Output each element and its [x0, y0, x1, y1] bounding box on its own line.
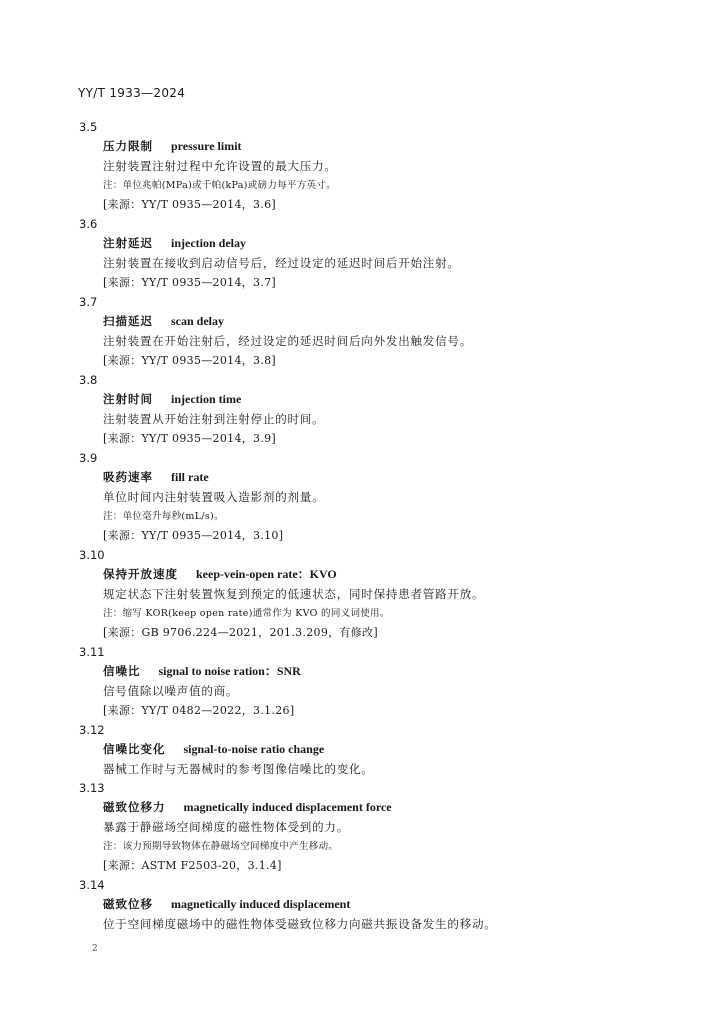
term-zh: 注射延迟	[103, 236, 153, 250]
term-entries	[0, 118, 724, 934]
term-entry	[0, 215, 724, 293]
definition: 注射装置从开始注射到注射停止的时间。	[103, 412, 325, 426]
term-line	[0, 233, 724, 253]
definition: 注射装置在接收到启动信号后，经过设定的延迟时间后开始注射。	[103, 256, 460, 270]
term-en: keep-vein-open rate：KVO	[196, 567, 337, 581]
term-entry	[0, 293, 724, 371]
term-en: pressure limit	[171, 139, 242, 153]
source-reference: [来源：YY/T 0935—2014，3.7]	[103, 276, 277, 289]
term-line	[0, 894, 724, 914]
term-en: signal to noise ration：SNR	[158, 664, 301, 678]
source-reference: [来源：GB 9706.224—2021，201.3.209，有修改]	[103, 626, 378, 639]
term-en: scan delay	[171, 314, 225, 328]
term-zh: 信噪比	[103, 664, 141, 678]
term-entry	[0, 779, 724, 876]
term-line	[0, 797, 724, 817]
clause-number: 3.14	[79, 878, 105, 892]
term-zh: 注射时间	[103, 392, 153, 406]
term-entry	[0, 118, 724, 215]
clause-number: 3.12	[79, 723, 105, 737]
term-line	[0, 739, 724, 759]
note: 注：该力预期导致物体在静磁场空间梯度中产生移动。	[103, 841, 339, 852]
clause-number: 3.8	[79, 373, 98, 387]
source-reference: [来源：YY/T 0935—2014，3.9]	[103, 432, 277, 445]
term-entry	[0, 721, 724, 779]
note: 注：缩写 KOR(keep open rate)通常作为 KVO 的同义词使用。	[103, 608, 390, 619]
clause-number: 3.10	[79, 548, 105, 562]
clause-number: 3.7	[79, 295, 98, 309]
clause-number: 3.11	[79, 645, 105, 659]
standard-code-header: YY/T 1933—2024	[78, 86, 186, 100]
clause-number: 3.13	[79, 781, 105, 795]
source-reference: [来源：YY/T 0935—2014，3.10]	[103, 529, 284, 542]
note: 注：单位兆帕(MPa)或千帕(kPa)或磅力每平方英寸。	[103, 180, 336, 191]
term-zh: 吸药速率	[103, 470, 153, 484]
definition: 位于空间梯度磁场中的磁性物体受磁致位移力向磁共振设备发生的移动。	[103, 917, 497, 931]
source-reference: [来源：ASTM F2503-20，3.1.4]	[103, 859, 282, 872]
definition: 注射装置注射过程中允许设置的最大压力。	[103, 159, 337, 173]
term-en: magnetically induced displacement force	[183, 800, 392, 814]
term-line	[0, 136, 724, 156]
source-reference: [来源：YY/T 0935—2014，3.6]	[103, 198, 277, 211]
definition: 暴露于静磁场空间梯度的磁性物体受到的力。	[103, 820, 349, 834]
term-zh: 保持开放速度	[103, 567, 178, 581]
term-en: signal-to-noise ratio change	[183, 742, 325, 756]
term-entry	[0, 449, 724, 546]
clause-number: 3.9	[79, 451, 98, 465]
term-line	[0, 389, 724, 409]
term-entry	[0, 876, 724, 934]
page-number: 2	[92, 944, 98, 954]
definition: 注射装置在开始注射后，经过设定的延迟时间后向外发出触发信号。	[103, 334, 472, 348]
term-en: injection time	[171, 392, 242, 406]
definition: 器械工作时与无器械时的参考图像信噪比的变化。	[103, 762, 374, 776]
definition: 信号值除以噪声值的商。	[103, 684, 239, 698]
term-en: magnetically induced displacement	[171, 897, 351, 911]
definition: 规定状态下注射装置恢复到预定的低速状态，同时保持患者管路开放。	[103, 587, 485, 601]
term-zh: 信噪比变化	[103, 742, 166, 756]
source-reference: [来源：YY/T 0482—2022，3.1.26]	[103, 704, 295, 717]
term-zh: 磁致位移	[103, 897, 153, 911]
term-entry	[0, 371, 724, 449]
term-zh: 扫描延迟	[103, 314, 153, 328]
clause-number: 3.6	[79, 217, 98, 231]
definition: 单位时间内注射装置吸入造影剂的剂量。	[103, 490, 325, 504]
term-entry	[0, 643, 724, 721]
term-en: fill rate	[171, 470, 209, 484]
term-zh: 磁致位移力	[103, 800, 166, 814]
term-en: injection delay	[171, 236, 246, 250]
term-zh: 压力限制	[103, 139, 153, 153]
term-line	[0, 311, 724, 331]
term-entry	[0, 546, 724, 643]
note: 注：单位毫升每秒(mL/s)。	[103, 511, 224, 522]
term-line	[0, 467, 724, 487]
term-line	[0, 661, 724, 681]
source-reference: [来源：YY/T 0935—2014，3.8]	[103, 354, 277, 367]
term-line	[0, 564, 724, 584]
clause-number: 3.5	[79, 120, 98, 134]
